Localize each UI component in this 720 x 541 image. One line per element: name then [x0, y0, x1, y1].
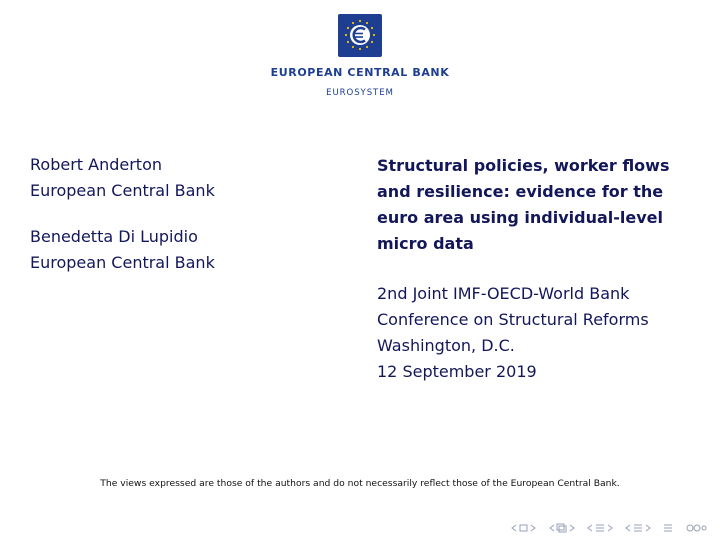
author-list — [30, 152, 215, 276]
author-affiliation: European Central Bank — [30, 181, 215, 200]
presentation-info — [377, 153, 707, 385]
title-line: micro data — [377, 234, 474, 253]
conference-date: 12 September 2019 — [377, 362, 537, 381]
title-line: euro area using individual-level — [377, 208, 664, 227]
author-name: Benedetta Di Lupidio — [30, 227, 198, 246]
search-icon[interactable] — [684, 523, 708, 533]
section-nav-icon[interactable] — [586, 523, 614, 533]
title-line: and resilience: evidence for the — [377, 182, 664, 201]
bank-name: EUROPEAN CENTRAL BANK — [270, 66, 450, 79]
slide-nav-icon[interactable] — [548, 523, 576, 533]
presentation-title — [377, 153, 707, 257]
conference-line: Washington, D.C. — [377, 336, 515, 355]
subsection-nav-icon[interactable] — [624, 523, 652, 533]
beamer-navigation — [510, 523, 708, 533]
author-name: Robert Anderton — [30, 155, 162, 174]
disclaimer: The views expressed are those of the authors and do not necessarily reflect those of the European Central Bank. — [100, 478, 620, 489]
ecb-euro-logo-icon — [338, 14, 382, 57]
title-line: Structural policies, worker flows — [377, 156, 670, 175]
logo — [0, 14, 720, 61]
eurosystem-label: EUROSYSTEM — [326, 88, 394, 98]
conference-line: Conference on Structural Reforms — [377, 310, 649, 329]
conference-info — [377, 281, 707, 385]
author-affiliation: European Central Bank — [30, 253, 215, 272]
align-icon[interactable] — [662, 523, 674, 533]
frame-nav-icon[interactable] — [510, 523, 538, 533]
conference-line: 2nd Joint IMF-OECD-World Bank — [377, 284, 630, 303]
